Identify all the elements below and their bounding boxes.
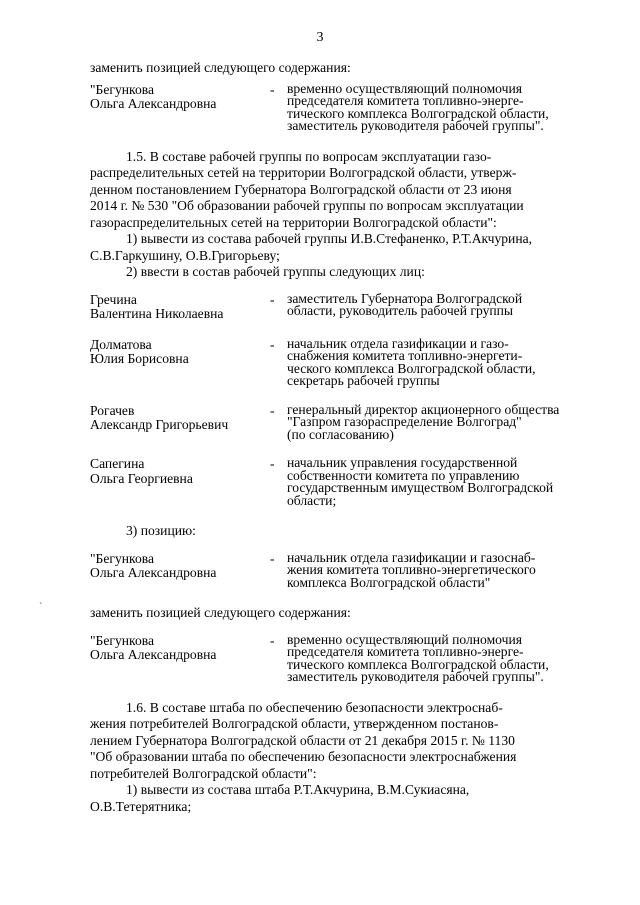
list-item-position: 3) позицию:: [126, 523, 196, 538]
person-name: Рогачев Александр Григорьевич: [90, 402, 229, 432]
member-entry: [90, 457, 576, 507]
member-entry: [90, 290, 576, 322]
list-item-remove: 1) вывести из состава штаба Р.Т.Акчурина, В.М.Сукиасяна,: [126, 782, 470, 797]
entry-dash: -: [270, 550, 275, 566]
paragraph-1-6-cont: жения потребителей Волгоградской области, утвержденном постанов- лением Губернатора Волгоградской области от 21 декабря 2015 г. № 1130 "Об образовании штаба по обеспечению безопасности электроснабжения потребителей Волгоградской области":: [90, 716, 517, 781]
list-item-remove-cont: С.В.Гаркушину, О.В.Григорьеву;: [90, 247, 280, 263]
member-entry: [90, 335, 576, 388]
document-body: [90, 60, 576, 815]
stray-mark: `: [39, 602, 43, 613]
position-description: временно осуществляющий полномочия председателя комитета топливно-энерге- тического комплекса Волгоградской области, заместитель руководителя рабочей группы".: [287, 80, 549, 133]
list-item-remove: 1) вывести из состава рабочей группы И.В.Стефаненко, Р.Т.Акчурина,: [126, 231, 533, 246]
person-name: Сапегина Ольга Георгиевна: [90, 456, 193, 486]
position-description: начальник отдела газификации и газо- снабжения комитета топливно-энергети- ческого комплекса Волгоградской области, секретарь рабочей группы: [287, 335, 536, 388]
entry-dash: -: [270, 632, 275, 648]
position-description: начальник управления государственной собственности комитета по управлению государственным имуществом Волгоградской области;: [287, 455, 554, 508]
entry-dash: -: [270, 456, 275, 471]
position-entry: [90, 631, 576, 684]
entry-dash: -: [270, 402, 275, 418]
replace-label: заменить позицией следующего содержания:: [90, 60, 351, 75]
entry-dash: -: [270, 336, 275, 352]
position-entry: [90, 549, 576, 590]
position-description: заместитель Губернатора Волгоградской области, руководитель рабочей группы: [287, 290, 523, 318]
person-name: "Бегункова Ольга Александровна: [90, 550, 217, 580]
person-name: "Бегункова Ольга Александровна: [90, 632, 217, 662]
position-description: временно осуществляющий полномочия председателя комитета топливно-энерге- тического комплекса Волгоградской области, заместитель руководителя рабочей группы".: [287, 631, 549, 684]
position-description: генеральный директор акционерного общества "Газпром газораспределение Волгоград" (по согласованию): [287, 401, 560, 442]
position-description: начальник отдела газификации и газоснаб- жения комитета топливно-энергетического комплекса Волгоградской области": [287, 549, 536, 590]
person-name: "Бегункова Ольга Александровна: [90, 81, 217, 111]
position-entry: [90, 80, 576, 133]
entry-dash: -: [270, 291, 275, 307]
list-item-add: 2) ввести в состав рабочей группы следующих лиц:: [126, 264, 425, 279]
replace-label: заменить позицией следующего содержания:: [90, 605, 351, 620]
page-number: 3: [316, 30, 324, 45]
person-name: Долматова Юлия Борисовна: [90, 336, 189, 366]
person-name: Гречина Валентина Николаевна: [90, 291, 224, 321]
entry-dash: -: [270, 81, 275, 97]
paragraph-1-5-cont: распределительных сетей на территории Волгоградской области, утверж- денном постановлением Губернатора Волгоградской области от 23 июня 2014 г. № 530 "Об образовании рабочей группы по вопросам эксплуатации газораспределительных сетей на территории Волгоградской области":: [90, 165, 524, 230]
list-item-remove-cont: О.В.Тетерятника;: [90, 798, 192, 814]
member-entry: [90, 401, 576, 442]
paragraph-1-5: 1.5. В составе рабочей группы по вопросам эксплуатации газо-: [126, 148, 492, 164]
paragraph-1-6: 1.6. В составе штаба по обеспечению безопасности электроснаб-: [126, 699, 503, 715]
